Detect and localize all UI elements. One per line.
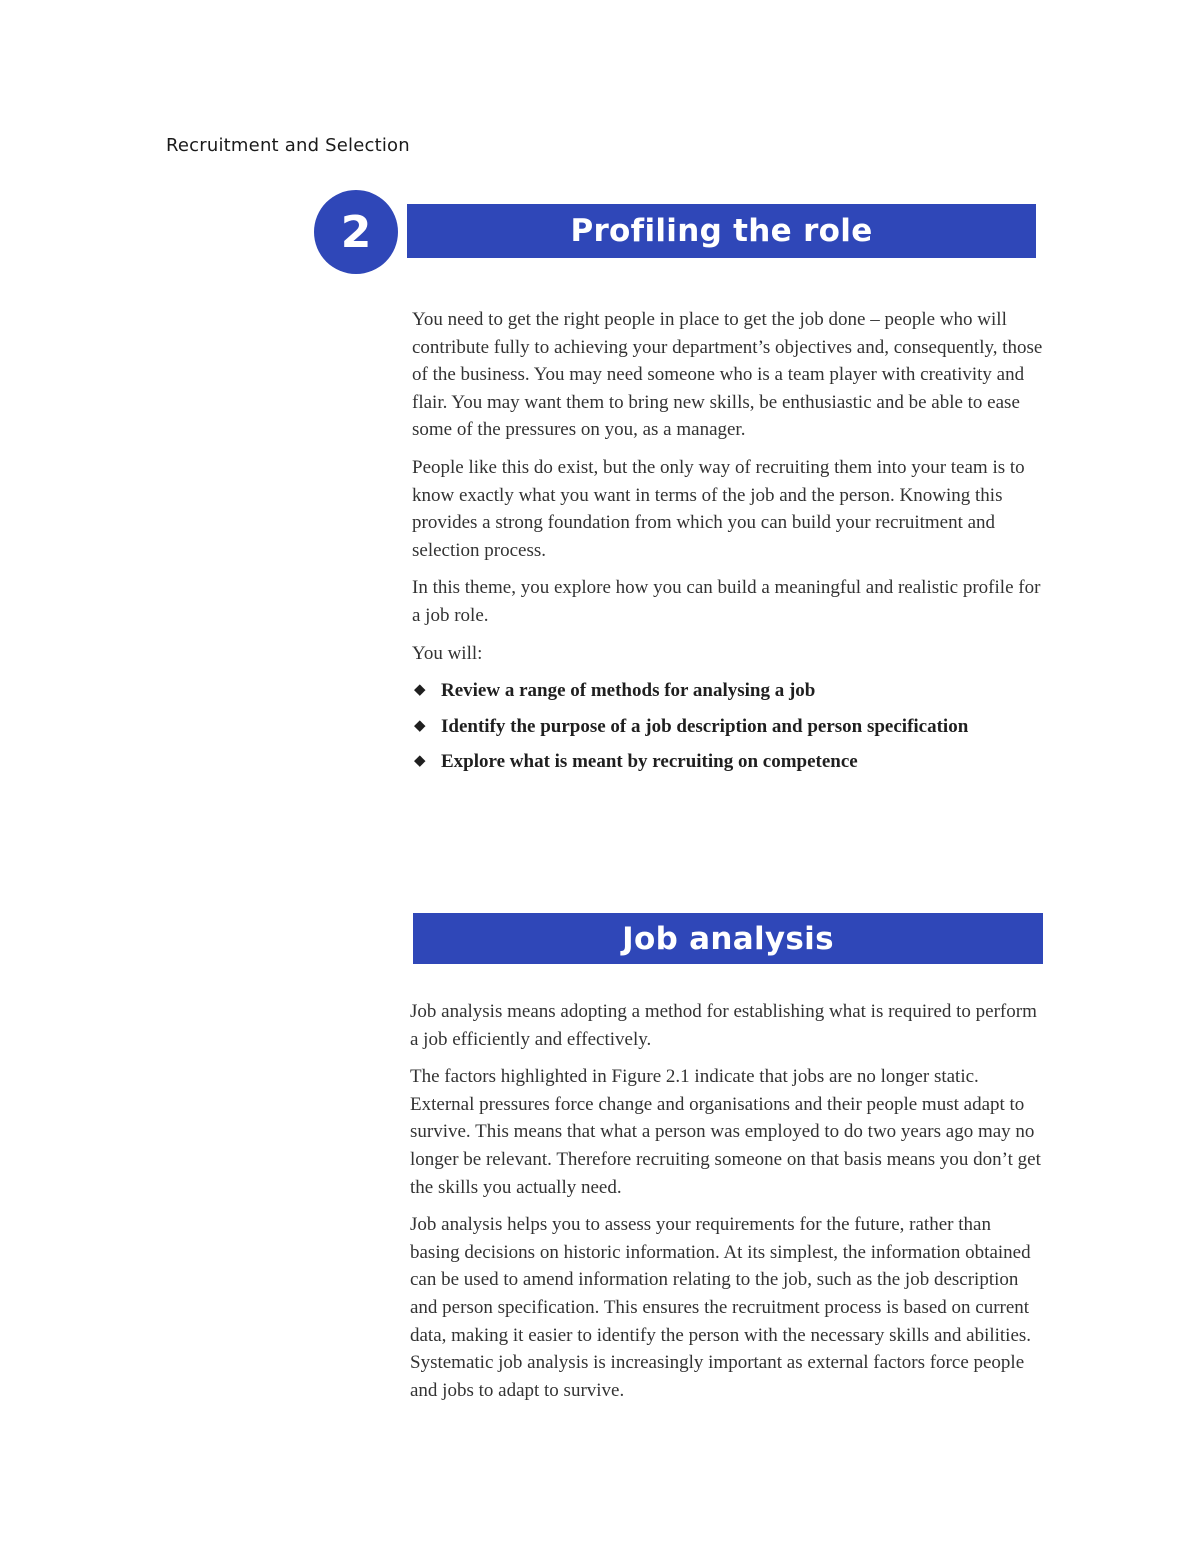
chapter-number-badge: 2 (314, 190, 398, 274)
diamond-bullet-icon: ◆ (414, 753, 426, 770)
list-item-text: Identify the purpose of a job description and person specification (441, 715, 969, 737)
chapter-title-banner: Profiling the role (407, 204, 1036, 258)
section-title-banner: Job analysis (413, 913, 1043, 964)
list-item-text: Explore what is meant by recruiting on competence (441, 751, 858, 773)
intro-paragraph: In this theme, you explore how you can build a meaningful and realistic profile for a job role. (412, 577, 1041, 626)
intro-paragraph: You will: (412, 642, 483, 664)
running-header: Recruitment and Selection (166, 135, 410, 156)
list-item (412, 748, 1047, 776)
list-item (412, 677, 1047, 705)
list-item (412, 713, 1047, 741)
intro-paragraph: People like this do exist, but the only way of recruiting them into your team is to know exactly what you want in terms of the job and the person. Knowing this provides a strong foundation from which you can build your recruitment and selection process. (412, 456, 1025, 561)
objectives-list (412, 677, 1047, 776)
diamond-bullet-icon: ◆ (414, 682, 426, 699)
section-paragraph: The factors highlighted in Figure 2.1 indicate that jobs are no longer static. External pressures force change and organisations and their people must adapt to survive. This means that what a person was employed to do two years ago may no longer be relevant. Therefore recruiting someone on that basis means you don’t get the skills you actually need. (410, 1066, 1041, 1198)
list-item-text: Review a range of methods for analysing a job (441, 680, 816, 702)
intro-paragraph: You need to get the right people in place to get the job done – people who will contribute fully to achieving your department’s objectives and, consequently, those of the business. You may need someone who is a team player with creativity and flair. You may want them to bring new skills, be enthusiastic and be able to ease some of the pressures on you, as a manager. (412, 309, 1043, 441)
section-paragraph: Job analysis means adopting a method for establishing what is required to perform a job efficiently and effectively. (410, 1001, 1037, 1050)
diamond-bullet-icon: ◆ (414, 717, 426, 734)
job-analysis-section (410, 998, 1045, 1414)
section-paragraph: Job analysis helps you to assess your requirements for the future, rather than basing decisions on historic information. At its simplest, the information obtained can be used to amend information relating to the job, such as the job description and person specification. This ensures the recruitment process is based on current data, making it easier to identify the person with the necessary skills and abilities. Systematic job analysis is increasingly important as external factors force people and jobs to adapt to survive. (410, 1214, 1032, 1401)
intro-section (412, 306, 1047, 784)
